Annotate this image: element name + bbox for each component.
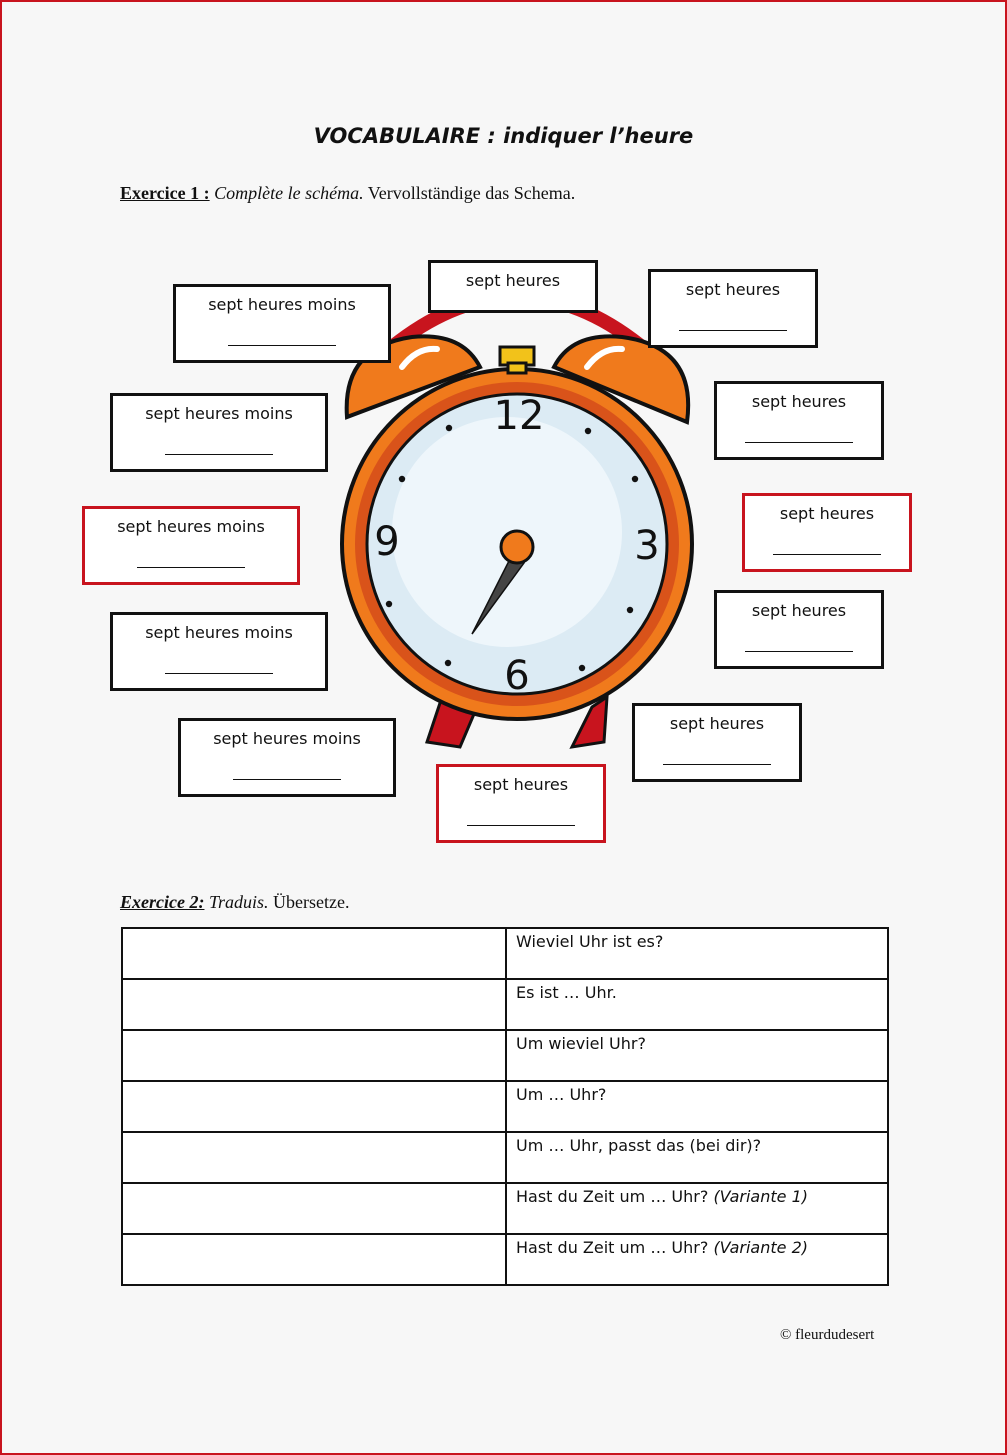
exercise-2-instruction-fr: Traduis. (208, 892, 269, 912)
german-phrase: Um … Uhr? (516, 1085, 607, 1104)
clock-center-pin (501, 531, 533, 563)
answer-cell[interactable] (122, 1183, 506, 1234)
answer-blank[interactable] (165, 673, 273, 674)
table-row (122, 1081, 888, 1132)
answer-blank[interactable] (773, 554, 881, 555)
german-phrase-cell (506, 1132, 888, 1183)
german-phrase: Wieviel Uhr ist es? (516, 932, 664, 951)
table-row (122, 1030, 888, 1081)
time-box-left-3 (110, 612, 328, 691)
clock-knob-stem (508, 363, 526, 373)
time-box-right-3 (714, 590, 884, 669)
time-box-label: sept heures (779, 504, 875, 523)
answer-cell[interactable] (122, 1030, 506, 1081)
german-phrase-cell (506, 1030, 888, 1081)
clock-numeral-12: 12 (493, 393, 545, 439)
time-box-label: sept heures moins (208, 295, 356, 314)
table-row (122, 1132, 888, 1183)
clock-numeral-3: 3 (634, 523, 660, 569)
answer-cell[interactable] (122, 1234, 506, 1285)
variant-note: (Variante 2) (713, 1238, 808, 1257)
worksheet-title: VOCABULAIRE : indiquer l’heure (313, 124, 694, 148)
answer-blank[interactable] (165, 454, 273, 455)
answer-blank[interactable] (137, 567, 245, 568)
answer-cell[interactable] (122, 1132, 506, 1183)
time-box-label: sept heures (669, 714, 765, 733)
copyright-footer: © fleurdudesert (780, 1327, 875, 1343)
exercise-1-label: Exercice 1 : (120, 183, 210, 203)
answer-blank[interactable] (745, 442, 853, 443)
answer-blank[interactable] (467, 825, 575, 826)
german-phrase: Hast du Zeit um … Uhr? (516, 1238, 714, 1257)
exercise-2-instruction-de: Übersetze. (273, 892, 350, 912)
table-row (122, 928, 888, 979)
answer-cell[interactable] (122, 979, 506, 1030)
answer-blank[interactable] (745, 651, 853, 652)
answer-cell[interactable] (122, 928, 506, 979)
german-phrase: Hast du Zeit um … Uhr? (516, 1187, 714, 1206)
clock-numeral-6: 6 (504, 653, 530, 699)
answer-blank[interactable] (228, 345, 336, 346)
table-row (122, 1234, 888, 1285)
clock-numeral-9: 9 (374, 519, 400, 565)
time-box-left-1 (110, 393, 328, 472)
time-box-bottom-left (178, 718, 396, 797)
answer-cell[interactable] (122, 1081, 506, 1132)
clock-face-highlight (392, 417, 622, 647)
german-phrase-cell (506, 979, 888, 1030)
german-phrase-cell (506, 1234, 888, 1285)
german-phrase-cell (506, 928, 888, 979)
translation-table (121, 927, 889, 1286)
time-box-label: sept heures moins (117, 517, 265, 536)
exercise-1-heading (120, 183, 575, 204)
time-box-top-left (173, 284, 391, 363)
german-phrase-cell (506, 1183, 888, 1234)
german-phrase: Es ist … Uhr. (516, 983, 617, 1002)
german-phrase: Um wieviel Uhr? (516, 1034, 646, 1053)
time-box-label: sept heures (751, 392, 847, 411)
time-box-top-right (648, 269, 818, 348)
table-row (122, 979, 888, 1030)
exercise-1-instruction-de: Vervollständige das Schema. (367, 183, 576, 203)
table-row (122, 1183, 888, 1234)
answer-blank[interactable] (663, 764, 771, 765)
german-phrase-cell (506, 1081, 888, 1132)
time-box-right-2 (742, 493, 912, 572)
time-box-label: sept heures moins (145, 623, 293, 642)
answer-blank[interactable] (679, 330, 787, 331)
time-box-label: sept heures (685, 280, 781, 299)
time-box-label: sept heures (473, 775, 569, 794)
variant-note: (Variante 1) (713, 1187, 808, 1206)
german-phrase: Um … Uhr, passt das (bei dir)? (516, 1136, 762, 1155)
time-box-label: sept heures moins (213, 729, 361, 748)
time-box-bottom-center (436, 764, 606, 843)
time-box-left-2 (82, 506, 300, 585)
time-box-top-center (428, 260, 598, 313)
exercise-2-label: Exercice 2: (120, 892, 205, 912)
answer-blank[interactable] (233, 779, 341, 780)
time-box-bottom-right (632, 703, 802, 782)
time-box-label: sept heures moins (145, 404, 293, 423)
exercise-2-heading (120, 892, 349, 913)
time-box-label: sept heures (751, 601, 847, 620)
exercise-1-instruction-fr: Complète le schéma. (214, 183, 364, 203)
time-box-label: sept heures (465, 271, 561, 290)
time-box-right-1 (714, 381, 884, 460)
